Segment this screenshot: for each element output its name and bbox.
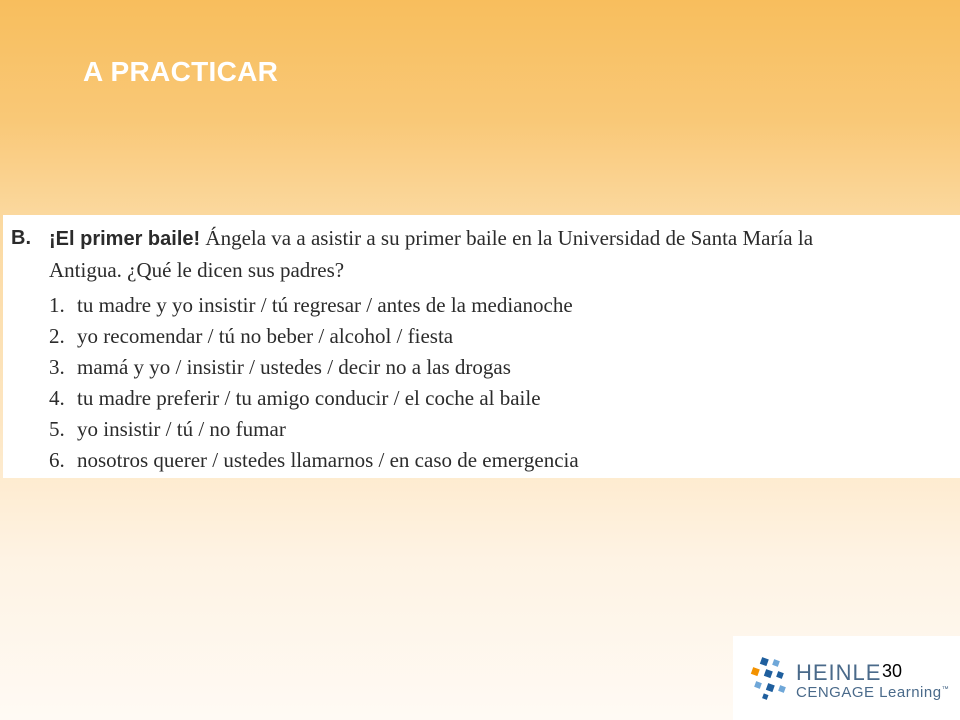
exercise-items	[11, 290, 960, 476]
item-text: tu madre preferir / tu amigo conducir / el coche al baile	[77, 386, 541, 410]
logo-subtitle	[796, 684, 949, 701]
item-text: yo insistir / tú / no fumar	[77, 417, 286, 441]
item-number: 4.	[49, 386, 65, 410]
page-number: 30	[882, 661, 903, 681]
exercise-item	[49, 383, 960, 414]
exercise-prompt-line2: Antigua. ¿Qué le dicen sus padres?	[49, 258, 345, 282]
exercise-item	[49, 321, 960, 352]
logo-brand: HEINLE	[796, 660, 882, 685]
exercise-item	[49, 414, 960, 445]
exercise-item	[49, 290, 960, 321]
exercise-letter: B.	[11, 227, 31, 249]
item-number: 2.	[49, 324, 65, 348]
exercise-heading: ¡El primer baile!	[49, 228, 201, 250]
exercise-header	[11, 223, 960, 286]
exercise-panel	[3, 215, 960, 478]
item-number: 1.	[49, 293, 65, 317]
logo-subtitle-text: CENGAGE Learning	[796, 684, 942, 701]
exercise-item	[49, 445, 960, 476]
item-text: yo recomendar / tú no beber / alcohol / fiesta	[77, 324, 454, 348]
item-number: 5.	[49, 417, 65, 441]
item-text: tu madre y yo insistir / tú regresar / antes de la medianoche	[77, 293, 573, 317]
item-text: mamá y yo / insistir / ustedes / decir no a las drogas	[77, 355, 511, 379]
item-text: nosotros querer / ustedes llamarnos / en caso de emergencia	[77, 448, 579, 472]
slide-title: A PRACTICAR	[83, 56, 279, 87]
trademark-symbol: ™	[941, 686, 950, 693]
exercise-prompt: Ángela va a asistir a su primer baile en la Universidad de Santa María la	[205, 226, 814, 250]
exercise-item	[49, 352, 960, 383]
heinle-pinwheel-icon	[749, 656, 789, 700]
item-number: 3.	[49, 355, 65, 379]
item-number: 6.	[49, 448, 65, 472]
publisher-logo	[733, 636, 960, 720]
